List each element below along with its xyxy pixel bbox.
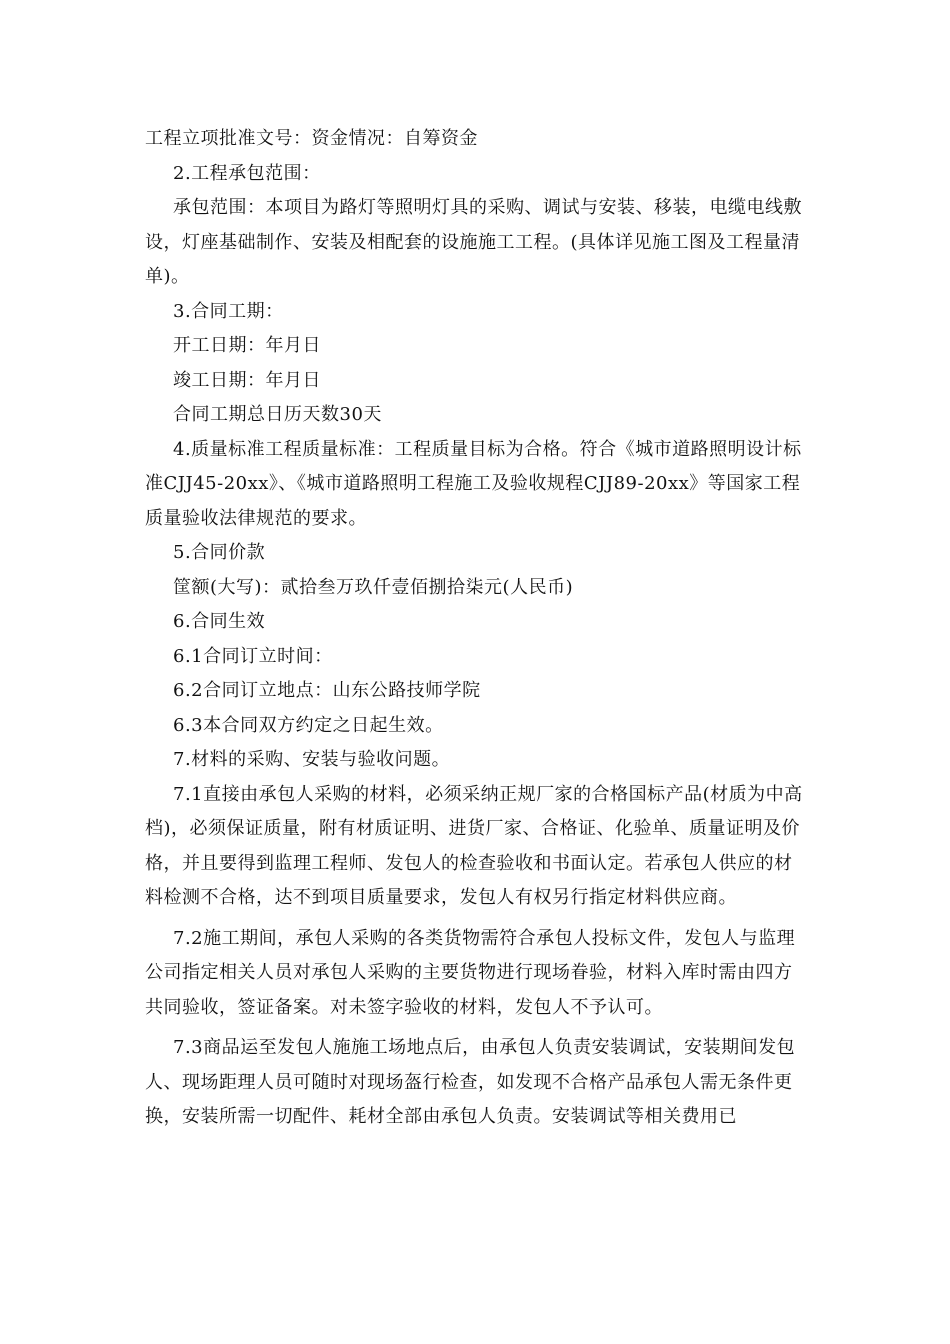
effective-date-line: 6.3本合同双方约定之日起生效。 — [173, 714, 444, 736]
scope-paragraph: 承包范围：本项目为路灯等照明灯具的采购、调试与安装、移装，电缆电线敷设，灯座基础制作、安装及相配套的设施施工工程。(具体详见施工图及工程量清单)。 — [145, 197, 802, 287]
signing-time-line: 6.1合同订立时间： — [173, 645, 333, 667]
materials-clause-7-1: 7.1直接由承包人采购的材料，必须采纳正规厂家的合格国标产品(材质为中高档)，必须保证质量，附有材质证明、进货厂家、合格证、化验单、质量证明及价格，并且要得到监理工程师、发包人的检查验收和书面认定。若承包人供应的材料检测不合格，达不到项目质量要求，发包人有权另行指定材料供应商。 — [145, 783, 803, 908]
section-heading-period: 3.合同工期： — [173, 300, 284, 322]
materials-clause-7-3: 7.3商品运至发包人施施工场地点后，由承包人负责安装调试，安装期间发包人、现场距理人员可随时对现场盔行检查，如发现不合格产品承包人需无条件更换，安装所需一切配件、耗材全部由承包人负责。安装调试等相关费用已 — [145, 1037, 796, 1127]
signing-place-line: 6.2合同订立地点：山东公路技师学院 — [173, 680, 481, 701]
materials-clause-7-2: 7.2施工期间，承包人采购的各类货物需符合承包人投标文件，发包人与监理公司指定相关人员对承包人采购的主要货物进行现场眷验，材料入库时需由四方共同验收，签证备案。对未签字验收的材料，发包人不予认可。 — [145, 927, 796, 1018]
total-days-line: 合同工期总日历天数30天 — [173, 404, 382, 425]
completion-date-line: 竣工日期：年月日 — [173, 369, 321, 391]
section-heading-scope: 2.工程承包范围： — [173, 162, 321, 184]
document-body — [145, 122, 810, 1135]
section-heading-price: 5.合同价款 — [173, 542, 266, 563]
section-heading-materials: 7.材料的采购、安装与验收问题。 — [173, 749, 451, 770]
section-heading-effect: 6.合同生效 — [173, 611, 266, 632]
quality-standard-paragraph: 4.质量标准工程质量标准：工程质量目标为合格。符合《城市道路照明设计标准CJJ45-20xx》、《城市道路照明工程施工及验收规程CJJ89-20xx》等国家工程质量验收法律规范的要求。 — [145, 438, 802, 529]
approval-funding-line: 工程立项批准文号：资金情况：自筹资金 — [145, 128, 478, 149]
price-amount-line: 筐额(大写)：贰拾叁万玖仟壹佰捌拾柒元(人民币) — [173, 576, 574, 598]
start-date-line: 开工日期：年月日 — [173, 335, 321, 356]
